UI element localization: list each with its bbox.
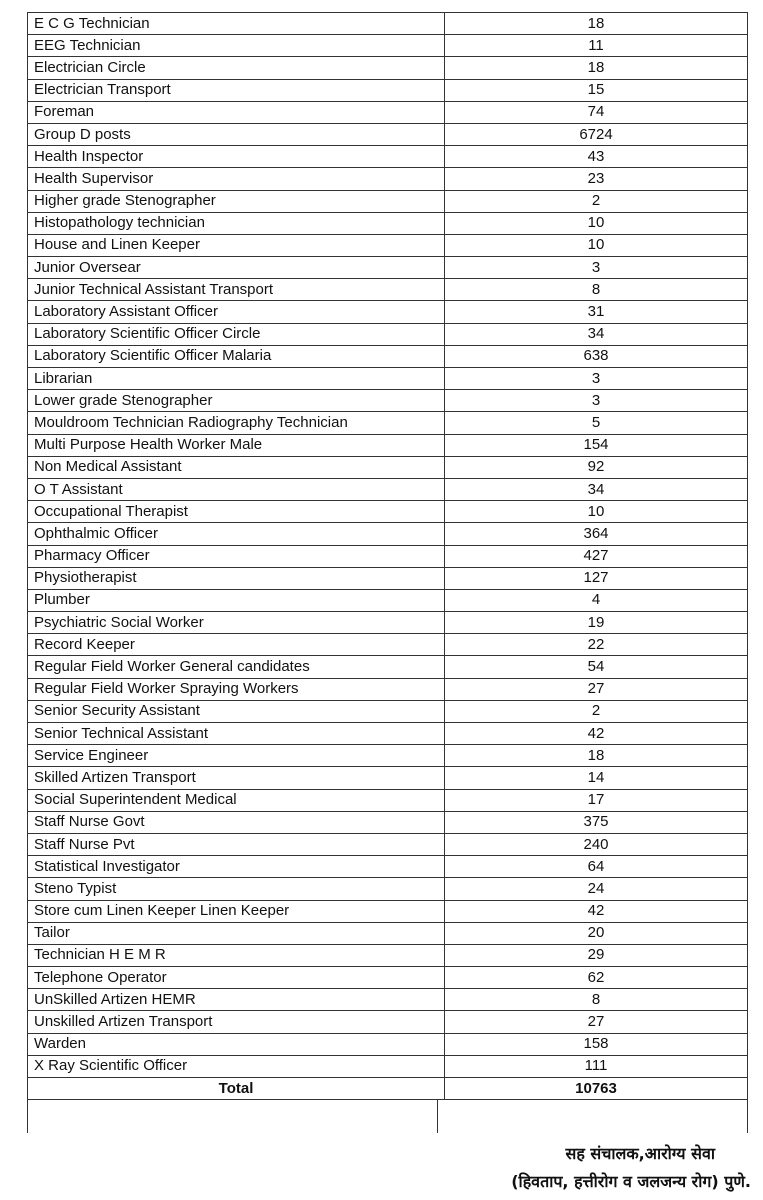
table-row — [28, 345, 748, 367]
signature-block — [511, 1140, 751, 1196]
posts-table — [27, 12, 748, 1100]
total-label: Total — [28, 1078, 445, 1100]
signature-department: (हिवताप, हत्तीरोग व जलजन्य रोग) पुणे. — [511, 1172, 751, 1191]
right-border-line — [747, 1100, 748, 1133]
post-name-cell: O T Assistant — [28, 478, 445, 500]
post-name-cell: Occupational Therapist — [28, 501, 445, 523]
post-count-cell: 10 — [445, 501, 748, 523]
post-name-cell: Foreman — [28, 101, 445, 123]
table-row — [28, 589, 748, 611]
post-count-cell: 19 — [445, 612, 748, 634]
post-name-cell: Plumber — [28, 589, 445, 611]
post-count-cell: 4 — [445, 589, 748, 611]
post-count-cell: 22 — [445, 634, 748, 656]
post-count-cell: 8 — [445, 279, 748, 301]
table-row — [28, 57, 748, 79]
table-row — [28, 944, 748, 966]
left-border-line — [27, 1100, 28, 1133]
posts-table-body — [28, 13, 748, 1078]
table-row — [28, 767, 748, 789]
table-row — [28, 612, 748, 634]
total-row — [28, 1078, 748, 1100]
post-name-cell: UnSkilled Artizen HEMR — [28, 989, 445, 1011]
table-row — [28, 900, 748, 922]
table-row — [28, 811, 748, 833]
post-name-cell: Laboratory Scientific Officer Circle — [28, 323, 445, 345]
post-count-cell: 14 — [445, 767, 748, 789]
post-name-cell: Librarian — [28, 368, 445, 390]
post-name-cell: Skilled Artizen Transport — [28, 767, 445, 789]
table-row — [28, 257, 748, 279]
table-row — [28, 745, 748, 767]
table-row — [28, 279, 748, 301]
post-count-cell: 17 — [445, 789, 748, 811]
post-name-cell: Statistical Investigator — [28, 856, 445, 878]
post-count-cell: 10 — [445, 234, 748, 256]
post-count-cell: 375 — [445, 811, 748, 833]
post-count-cell: 18 — [445, 745, 748, 767]
post-name-cell: Health Inspector — [28, 146, 445, 168]
post-name-cell: Junior Technical Assistant Transport — [28, 279, 445, 301]
post-name-cell: Electrician Circle — [28, 57, 445, 79]
table-row — [28, 301, 748, 323]
table-row — [28, 1055, 748, 1077]
post-name-cell: Non Medical Assistant — [28, 456, 445, 478]
table-row — [28, 967, 748, 989]
post-name-cell: Service Engineer — [28, 745, 445, 767]
table-row — [28, 390, 748, 412]
table-row — [28, 523, 748, 545]
post-count-cell: 74 — [445, 101, 748, 123]
table-row — [28, 190, 748, 212]
post-count-cell: 364 — [445, 523, 748, 545]
post-name-cell: House and Linen Keeper — [28, 234, 445, 256]
table-row — [28, 434, 748, 456]
post-count-cell: 158 — [445, 1033, 748, 1055]
table-row — [28, 1033, 748, 1055]
table-row — [28, 656, 748, 678]
post-count-cell: 3 — [445, 257, 748, 279]
post-count-cell: 5 — [445, 412, 748, 434]
table-row — [28, 35, 748, 57]
table-row — [28, 79, 748, 101]
post-count-cell: 10 — [445, 212, 748, 234]
table-row — [28, 123, 748, 145]
post-count-cell: 54 — [445, 656, 748, 678]
post-count-cell: 11 — [445, 35, 748, 57]
post-count-cell: 18 — [445, 57, 748, 79]
table-row — [28, 723, 748, 745]
table-row — [28, 856, 748, 878]
post-count-cell: 3 — [445, 390, 748, 412]
post-name-cell: Staff Nurse Govt — [28, 811, 445, 833]
post-count-cell: 62 — [445, 967, 748, 989]
post-count-cell: 31 — [445, 301, 748, 323]
post-name-cell: E C G Technician — [28, 13, 445, 35]
post-count-cell: 20 — [445, 922, 748, 944]
posts-table-container — [27, 12, 748, 1133]
post-count-cell: 34 — [445, 323, 748, 345]
table-row — [28, 700, 748, 722]
table-row — [28, 878, 748, 900]
table-row — [28, 168, 748, 190]
table-row — [28, 212, 748, 234]
post-name-cell: Histopathology technician — [28, 212, 445, 234]
table-row — [28, 501, 748, 523]
post-count-cell: 8 — [445, 989, 748, 1011]
post-name-cell: Lower grade Stenographer — [28, 390, 445, 412]
post-name-cell: Senior Technical Assistant — [28, 723, 445, 745]
total-value: 10763 — [445, 1078, 748, 1100]
table-row — [28, 1011, 748, 1033]
table-row — [28, 323, 748, 345]
post-name-cell: Store cum Linen Keeper Linen Keeper — [28, 900, 445, 922]
post-name-cell: Staff Nurse Pvt — [28, 833, 445, 855]
post-name-cell: Higher grade Stenographer — [28, 190, 445, 212]
post-name-cell: Psychiatric Social Worker — [28, 612, 445, 634]
table-row — [28, 368, 748, 390]
post-name-cell: Ophthalmic Officer — [28, 523, 445, 545]
table-row — [28, 456, 748, 478]
post-count-cell: 27 — [445, 678, 748, 700]
table-row — [28, 146, 748, 168]
table-row — [28, 478, 748, 500]
post-name-cell: Record Keeper — [28, 634, 445, 656]
post-name-cell: Technician H E M R — [28, 944, 445, 966]
table-row — [28, 922, 748, 944]
post-count-cell: 6724 — [445, 123, 748, 145]
post-name-cell: Regular Field Worker General candidates — [28, 656, 445, 678]
post-count-cell: 427 — [445, 545, 748, 567]
post-count-cell: 24 — [445, 878, 748, 900]
table-row — [28, 101, 748, 123]
post-count-cell: 34 — [445, 478, 748, 500]
post-name-cell: EEG Technician — [28, 35, 445, 57]
post-count-cell: 15 — [445, 79, 748, 101]
post-name-cell: Laboratory Assistant Officer — [28, 301, 445, 323]
post-count-cell: 154 — [445, 434, 748, 456]
table-row — [28, 833, 748, 855]
post-count-cell: 240 — [445, 833, 748, 855]
post-count-cell: 29 — [445, 944, 748, 966]
post-name-cell: Regular Field Worker Spraying Workers — [28, 678, 445, 700]
post-name-cell: Warden — [28, 1033, 445, 1055]
table-row — [28, 789, 748, 811]
post-name-cell: Group D posts — [28, 123, 445, 145]
post-count-cell: 111 — [445, 1055, 748, 1077]
post-name-cell: Junior Oversear — [28, 257, 445, 279]
post-count-cell: 18 — [445, 13, 748, 35]
post-name-cell: Social Superintendent Medical — [28, 789, 445, 811]
post-name-cell: Multi Purpose Health Worker Male — [28, 434, 445, 456]
post-count-cell: 42 — [445, 900, 748, 922]
table-row — [28, 567, 748, 589]
post-count-cell: 64 — [445, 856, 748, 878]
post-name-cell: Health Supervisor — [28, 168, 445, 190]
post-name-cell: Senior Security Assistant — [28, 700, 445, 722]
table-row — [28, 234, 748, 256]
post-name-cell: Telephone Operator — [28, 967, 445, 989]
post-name-cell: Tailor — [28, 922, 445, 944]
post-name-cell: X Ray Scientific Officer — [28, 1055, 445, 1077]
post-count-cell: 3 — [445, 368, 748, 390]
post-count-cell: 127 — [445, 567, 748, 589]
post-name-cell: Physiotherapist — [28, 567, 445, 589]
middle-border-line — [437, 1100, 438, 1133]
post-name-cell: Laboratory Scientific Officer Malaria — [28, 345, 445, 367]
post-count-cell: 92 — [445, 456, 748, 478]
table-row — [28, 989, 748, 1011]
table-trailing-lines — [27, 1100, 748, 1133]
post-name-cell: Steno Typist — [28, 878, 445, 900]
post-count-cell: 23 — [445, 168, 748, 190]
table-row — [28, 13, 748, 35]
post-name-cell: Unskilled Artizen Transport — [28, 1011, 445, 1033]
signature-designation: सह संचालक,आरोग्य सेवा — [565, 1144, 715, 1163]
post-name-cell: Electrician Transport — [28, 79, 445, 101]
post-count-cell: 2 — [445, 700, 748, 722]
post-count-cell: 42 — [445, 723, 748, 745]
table-row — [28, 678, 748, 700]
post-count-cell: 638 — [445, 345, 748, 367]
post-count-cell: 27 — [445, 1011, 748, 1033]
post-name-cell: Mouldroom Technician Radiography Technician — [28, 412, 445, 434]
table-row — [28, 412, 748, 434]
post-count-cell: 43 — [445, 146, 748, 168]
post-count-cell: 2 — [445, 190, 748, 212]
table-row — [28, 545, 748, 567]
post-name-cell: Pharmacy Officer — [28, 545, 445, 567]
table-row — [28, 634, 748, 656]
